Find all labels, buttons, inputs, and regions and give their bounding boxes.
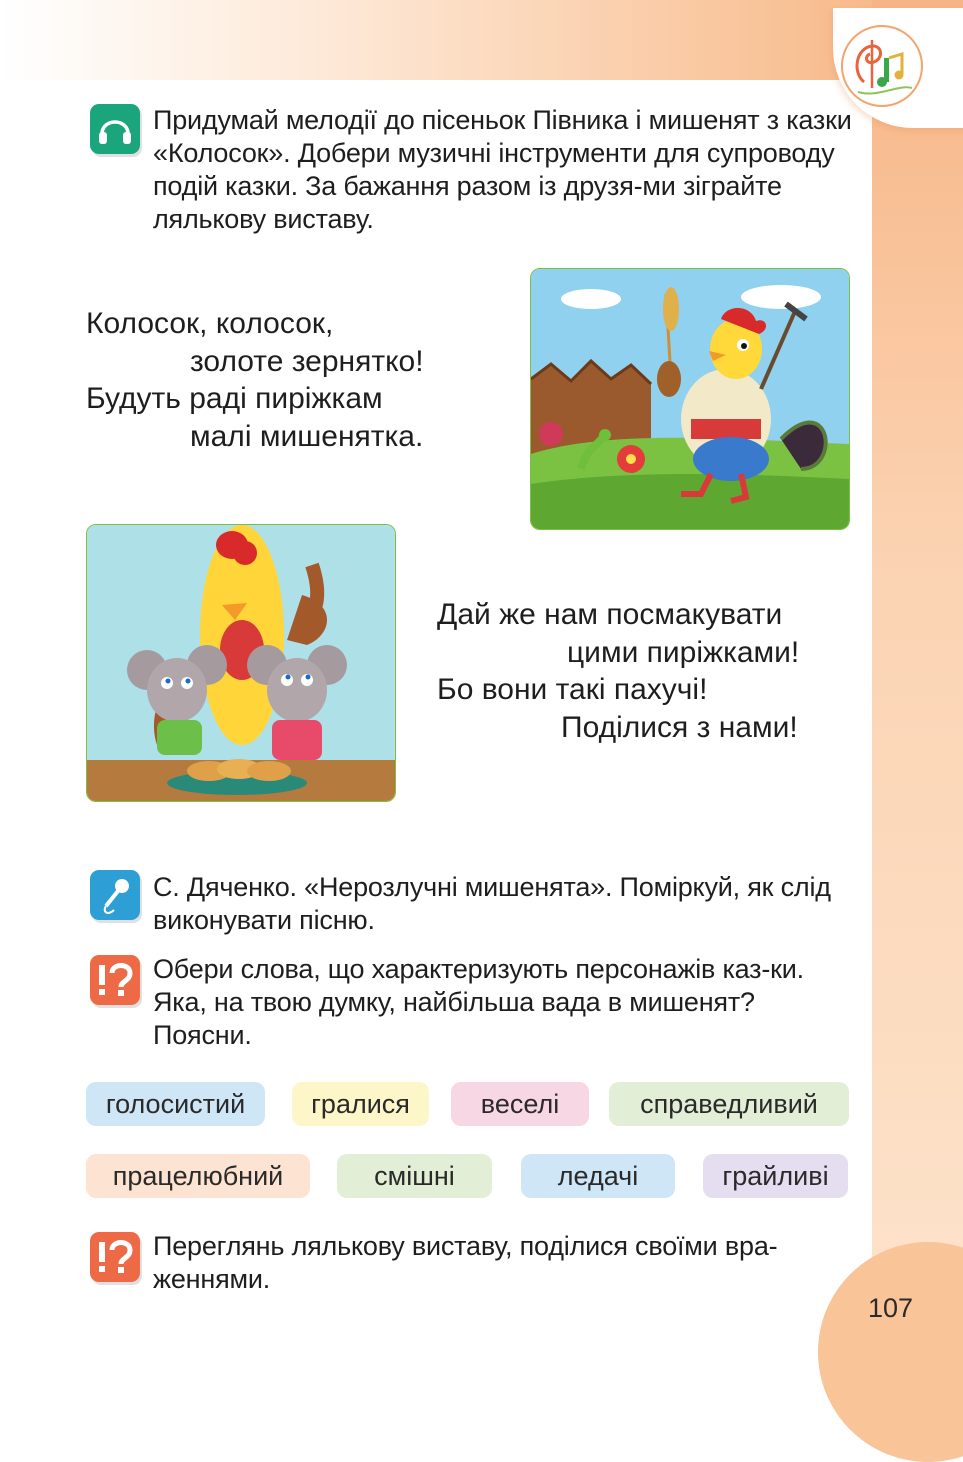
task-sing-text: С. Дяченко. «Нерозлучні мишенята». Поміркуй, як слід виконувати пісню. — [153, 872, 831, 935]
word-chip[interactable]: смішні — [337, 1154, 492, 1198]
word-chip[interactable]: гралися — [292, 1082, 429, 1126]
word-chip[interactable]: голосистий — [86, 1082, 265, 1126]
poem-line: Будуть раді пиріжкам — [86, 382, 383, 415]
page-number: 107 — [868, 1293, 914, 1323]
poem-line: Поділися з нами! — [561, 710, 798, 744]
poem-line: цими пиріжками! — [567, 635, 800, 669]
rooster-illustration — [530, 268, 850, 530]
task-listen-text: Придумай мелодії до пісеньок Півника і мишенят з казки «Колосок». Добери музичні інструменти для супроводу подій казки. За бажання разом із друзя-ми зіграйте лялькову виставу. — [153, 105, 852, 234]
mice-with-rooster-illustration — [86, 524, 396, 802]
poem-line: Дай же нам посмакувати — [437, 598, 783, 631]
word-chip[interactable]: ледачі — [521, 1154, 675, 1198]
question-exclamation-icon — [90, 1232, 140, 1282]
music-notes-emblem-icon — [838, 22, 926, 110]
headphones-icon — [90, 104, 140, 154]
mice-song-poem — [437, 596, 837, 746]
task-watch-text: Переглянь лялькову виставу, поділися своїми вра-женнями. — [153, 1231, 778, 1294]
rooster-song-poem — [86, 305, 466, 455]
poem-line: Бо вони такі пахучі! — [437, 673, 708, 706]
word-chip[interactable]: справедливий — [609, 1082, 849, 1126]
word-chip[interactable]: грайливі — [703, 1154, 848, 1198]
poem-line: Колосок, колосок, — [86, 307, 334, 340]
word-chip[interactable]: веселі — [451, 1082, 589, 1126]
question-exclamation-icon — [90, 955, 140, 1005]
microphone-icon — [90, 870, 140, 920]
word-chip[interactable]: працелюбний — [86, 1154, 310, 1198]
poem-line: золоте зернятко! — [190, 344, 424, 378]
task-question-text: Обери слова, що характеризують персонажів каз-ки. Яка, на твою думку, найбільша вада в мишенят? Поясни. — [153, 954, 804, 1050]
top-decorative-band — [0, 0, 963, 80]
poem-line: малі мишенятка. — [190, 419, 424, 453]
right-decorative-band — [872, 0, 963, 1394]
